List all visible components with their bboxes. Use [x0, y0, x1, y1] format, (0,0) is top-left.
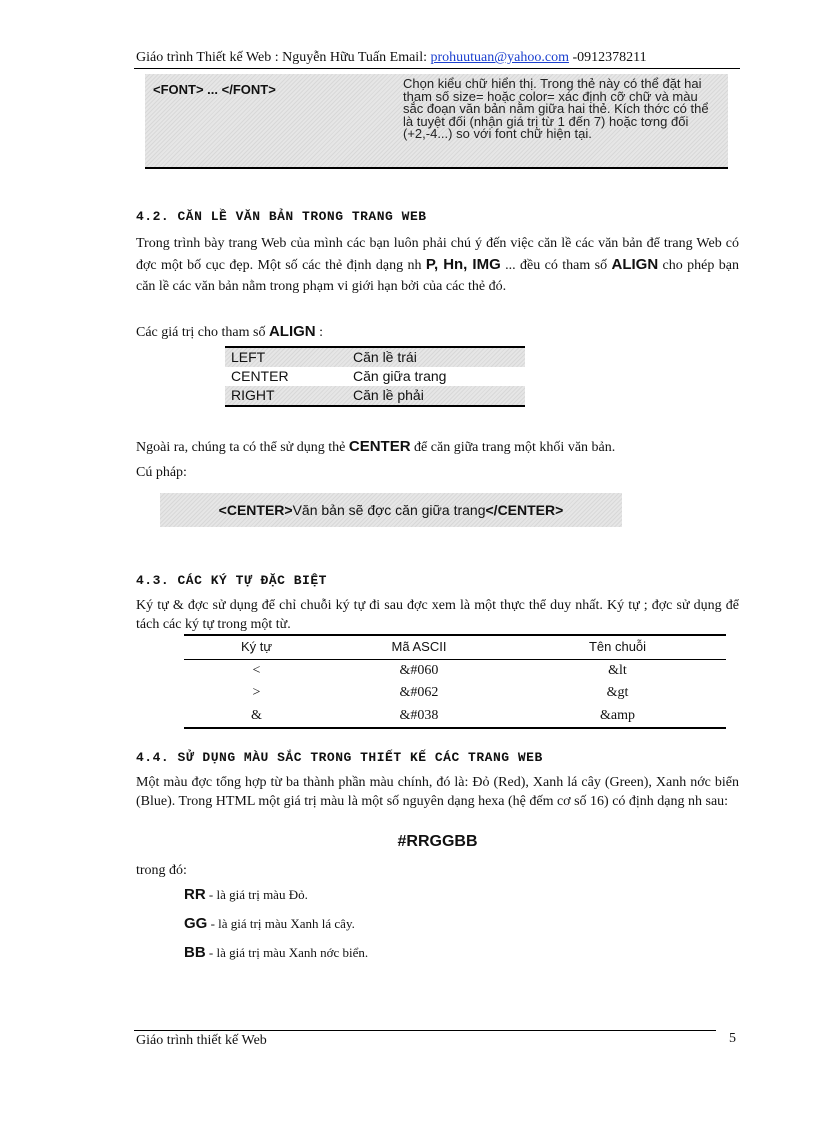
section-heading-4-4: 4.4. SỬ DỤNG MÀU SẮC TRONG THIẾT KẾ CÁC TRANG WEB — [136, 750, 543, 765]
section-4-2-paragraph: Trong trình bày trang Web của mình các bạn luôn phải chú ý đến việc căn lề các văn bản để trang Web có đợc một bố cục đẹp. Một số các thẻ định dạng nh P, Hn, IMG ... đều có tham số ALIGN cho phép bạn căn lề các văn bản nằm trong phạm vi giới hạn bởi của các thẻ đó. — [136, 236, 739, 294]
keyword-align-2: ALIGN — [268, 323, 316, 340]
column-header: Ký tự — [240, 639, 273, 654]
header-divider — [134, 68, 740, 69]
component-rr: RR - là giá trị màu Đỏ. — [184, 886, 308, 903]
keyword-align: ALIGN — [611, 256, 659, 273]
align-values-table — [225, 346, 525, 407]
table-row: RIGHT Căn lề phải — [225, 386, 525, 405]
header-phone: -0912378211 — [568, 50, 647, 65]
column-header: Tên chuỗi — [588, 639, 647, 654]
page-header — [136, 50, 740, 66]
section-heading-4-3: 4.3. CÁC KÝ TỰ ĐẶC BIỆT — [136, 573, 327, 588]
footer-divider — [134, 1030, 716, 1031]
center-tag-paragraph: Ngoài ra, chúng ta có thể sử dụng thẻ CENTER để căn giữa trang một khối văn bản. — [136, 438, 616, 455]
where-label: trong đó: — [136, 863, 187, 878]
keyword-center: CENTER — [348, 438, 411, 455]
component-bb: BB - là giá trị màu Xanh nớc biển. — [184, 944, 369, 961]
section-4-4-paragraph: Một màu đợc tổng hợp từ ba thành phần màu chính, đó là: Đỏ (Red), Xanh lá cây (Green), Xanh nớc biển (Blue). Trong HTML một giá trị màu là một số nguyên dạng hexa (hệ đếm cơ số 16) có định dạng nh sau: — [136, 775, 739, 809]
center-open-tag: <CENTER> — [218, 502, 293, 518]
font-tag-table — [145, 74, 728, 169]
center-example-text: Văn bản sẽ đợc căn giữa trang — [292, 502, 486, 518]
align-values-intro: Các giá trị cho tham số ALIGN : — [136, 323, 324, 340]
table-row: & &#038 &amp — [251, 707, 635, 723]
column-header: Mã ASCII — [391, 639, 447, 654]
header-email-link[interactable]: prohuutuan@yahoo.com — [430, 50, 569, 65]
center-syntax-example — [160, 493, 622, 527]
page-number: 5 — [729, 1031, 736, 1046]
table-header-row — [184, 636, 726, 660]
font-tag-cell: <FONT> ... </FONT> — [153, 82, 276, 97]
footer-title: Giáo trình thiết kế Web — [136, 1033, 267, 1048]
section-4-3-paragraph: Ký tự & đợc sử dụng để chỉ chuỗi ký tự đi sau đợc xem là một thực thể duy nhất. Ký tự ; đợc sử dụng để tách các ký tự trong một từ. — [136, 598, 739, 632]
table-row: < &#060 &lt — [252, 662, 627, 678]
table-row: > &#062 &gt — [252, 685, 629, 700]
header-title: Giáo trình Thiết kế Web : Nguyễn Hữu Tuấn Email: — [136, 50, 431, 65]
center-close-tag: </CENTER> — [485, 502, 564, 518]
table-row: CENTER Căn giữa trang — [231, 368, 447, 384]
table-row: LEFT Căn lề trái — [225, 348, 525, 367]
syntax-label: Cú pháp: — [136, 465, 187, 480]
tag-list-p-hn-img: P, Hn, IMG — [425, 256, 501, 273]
section-heading-4-2: 4.2. CĂN LỀ VĂN BẢN TRONG TRANG WEB — [136, 209, 427, 224]
special-chars-table — [184, 634, 726, 729]
font-tag-description: Chọn kiểu chữ hiển thị. Trong thẻ này có thể đặt hai tham số size= hoặc color= xác định cỡ chữ và màu sắc đoạn văn bản nằm giữa hai thẻ. Kích thớc có thể là tuyệt đối (nhận giá trị từ 1 đến 7) hoặc tơng đối (+2,-4...) so với font chữ hiện tại. — [403, 76, 709, 141]
component-gg: GG - là giá trị màu Xanh lá cây. — [184, 915, 355, 932]
color-format: #RRGGBB — [397, 833, 478, 850]
